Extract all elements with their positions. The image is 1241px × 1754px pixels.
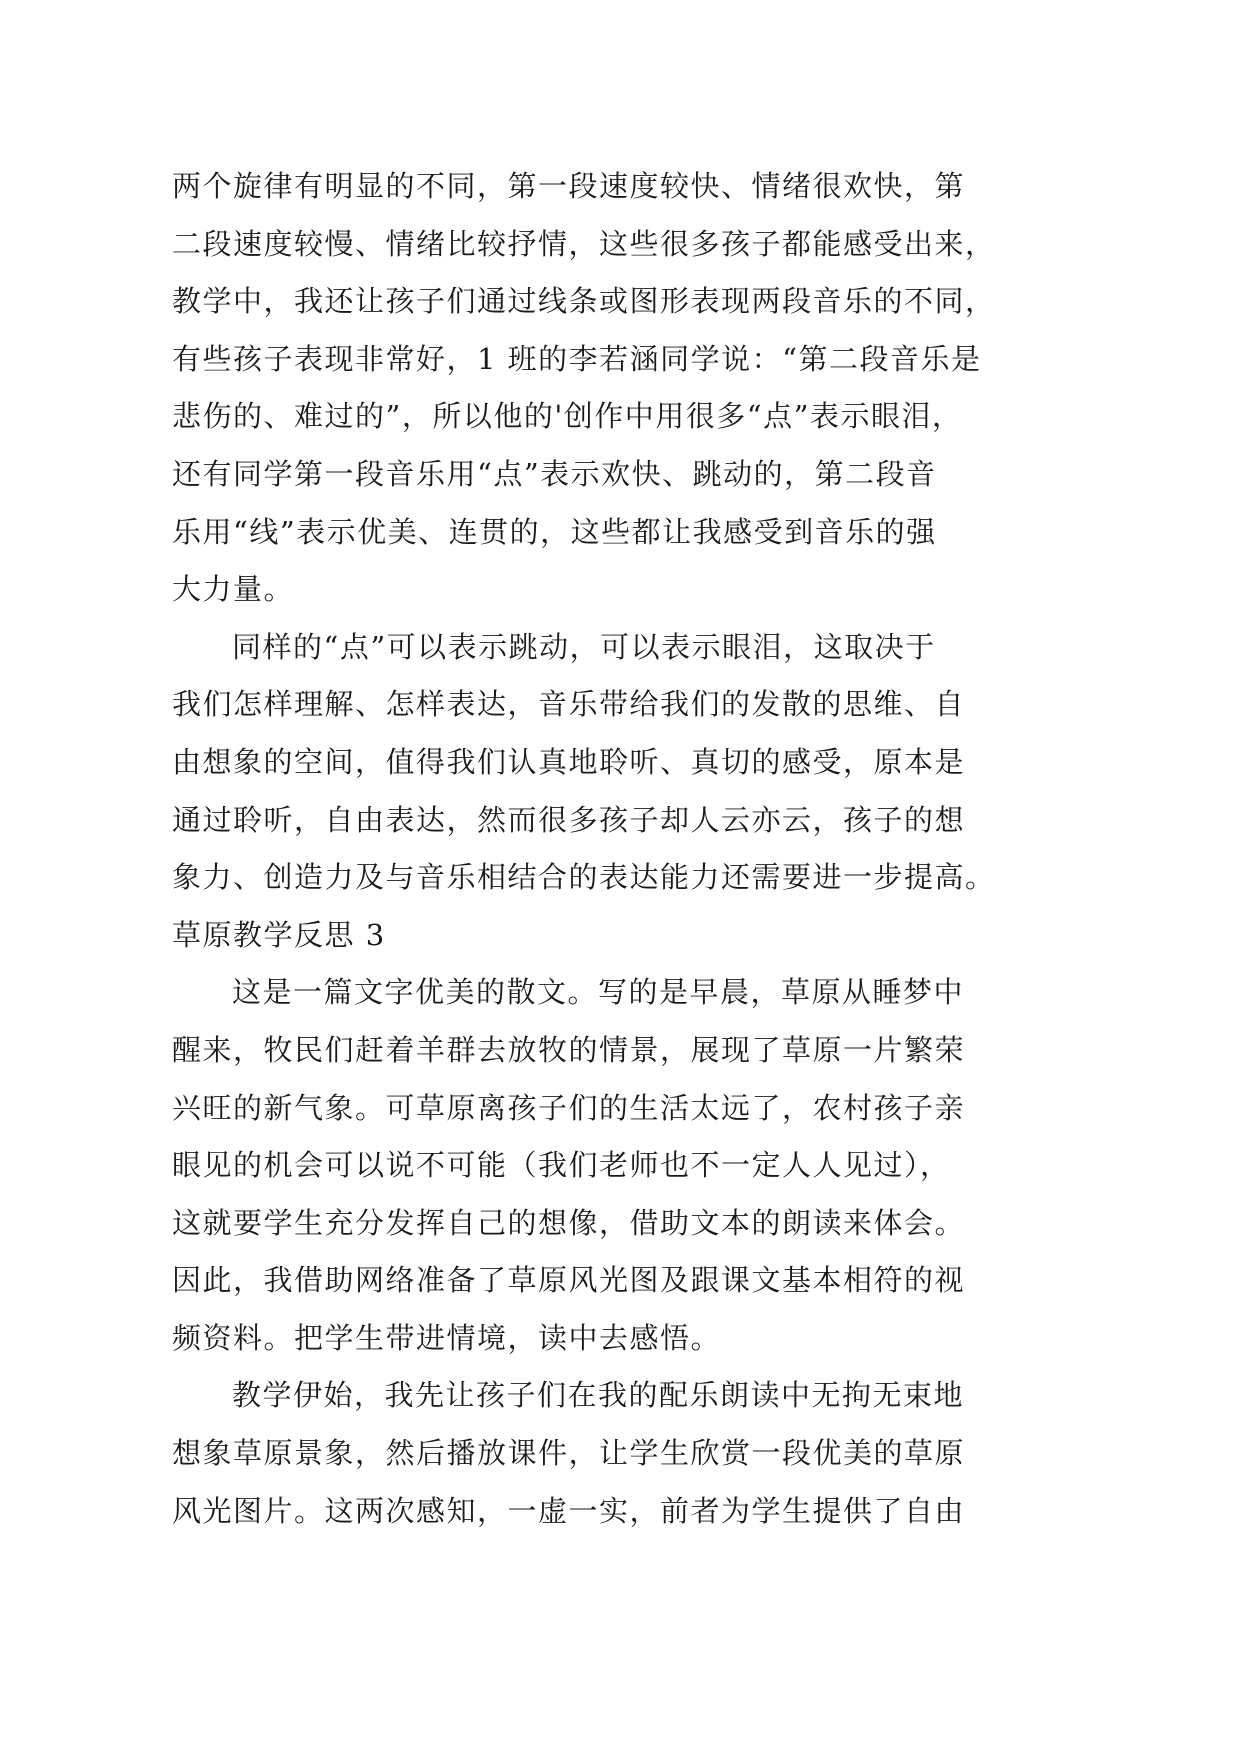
text-line: 二段速度较慢、情绪比较抒情，这些很多孩子都能感受出来， bbox=[172, 226, 996, 261]
text-line: 眼见的机会可以说不可能（我们老师也不一定人人见过）， bbox=[172, 1148, 951, 1183]
text-line: 兴旺的新气象。可草原离孩子们的生活太远了，农村孩子亲 bbox=[172, 1090, 966, 1125]
text-line: 我们怎样理解、怎样表达，音乐带给我们的发散的思维、自 bbox=[172, 687, 966, 722]
text-line: 通过聆听，自由表达，然而很多孩子却人云亦云，孩子的想 bbox=[172, 802, 966, 837]
document-body bbox=[172, 158, 1072, 1540]
text-line: 有些孩子表现非常好，1 班的李若涵同学说：“第二段音乐是 bbox=[172, 341, 982, 376]
text-line: 这是一篇文字优美的散文。写的是早晨，草原从睡梦中 bbox=[232, 975, 965, 1010]
text-line: 风光图片。这两次感知，一虚一实，前者为学生提供了自由 bbox=[172, 1493, 966, 1528]
paragraph bbox=[172, 964, 1072, 1367]
text-line: 同样的“点”可以表示跳动，可以表示眼泪，这取决于 bbox=[232, 629, 936, 664]
text-line: 乐用“线”表示优美、连贯的，这些都让我感受到音乐的强 bbox=[172, 514, 937, 549]
text-line: 象力、创造力及与音乐相结合的表达能力还需要进一步提高。 bbox=[172, 860, 996, 895]
text-line: 两个旋律有明显的不同，第一段速度较快、情绪很欢快，第 bbox=[172, 169, 966, 203]
text-line: 悲伤的、难过的”，所以他的'创作中用很多“点”表示眼泪， bbox=[172, 399, 963, 434]
text-line: 由想象的空间，值得我们认真地聆听、真切的感受，原本是 bbox=[172, 744, 966, 779]
text-line: 还有同学第一段音乐用“点”表示欢快、跳动的，第二段音 bbox=[172, 456, 937, 491]
paragraph bbox=[172, 619, 1072, 907]
text-line: 教学伊始，我先让孩子们在我的配乐朗读中无拘无束地 bbox=[232, 1378, 965, 1413]
text-line: 教学中，我还让孩子们通过线条或图形表现两段音乐的不同， bbox=[172, 284, 996, 319]
section-heading: 草原教学反思 3 bbox=[172, 917, 386, 952]
text-line: 因此，我借助网络准备了草原风光图及跟课文基本相符的视 bbox=[172, 1263, 966, 1298]
paragraph bbox=[172, 1367, 1072, 1540]
paragraph bbox=[172, 158, 1072, 619]
text-line: 频资料。把学生带进情境，读中去感悟。 bbox=[172, 1320, 722, 1355]
text-line: 这就要学生充分发挥自己的想像，借助文本的朗读来体会。 bbox=[172, 1205, 966, 1240]
text-line: 大力量。 bbox=[172, 572, 295, 607]
text-line: 醒来，牧民们赶着羊群去放牧的情景，展现了草原一片繁荣 bbox=[172, 1032, 966, 1067]
text-line: 想象草原景象，然后播放课件，让学生欣赏一段优美的草原 bbox=[172, 1436, 966, 1471]
